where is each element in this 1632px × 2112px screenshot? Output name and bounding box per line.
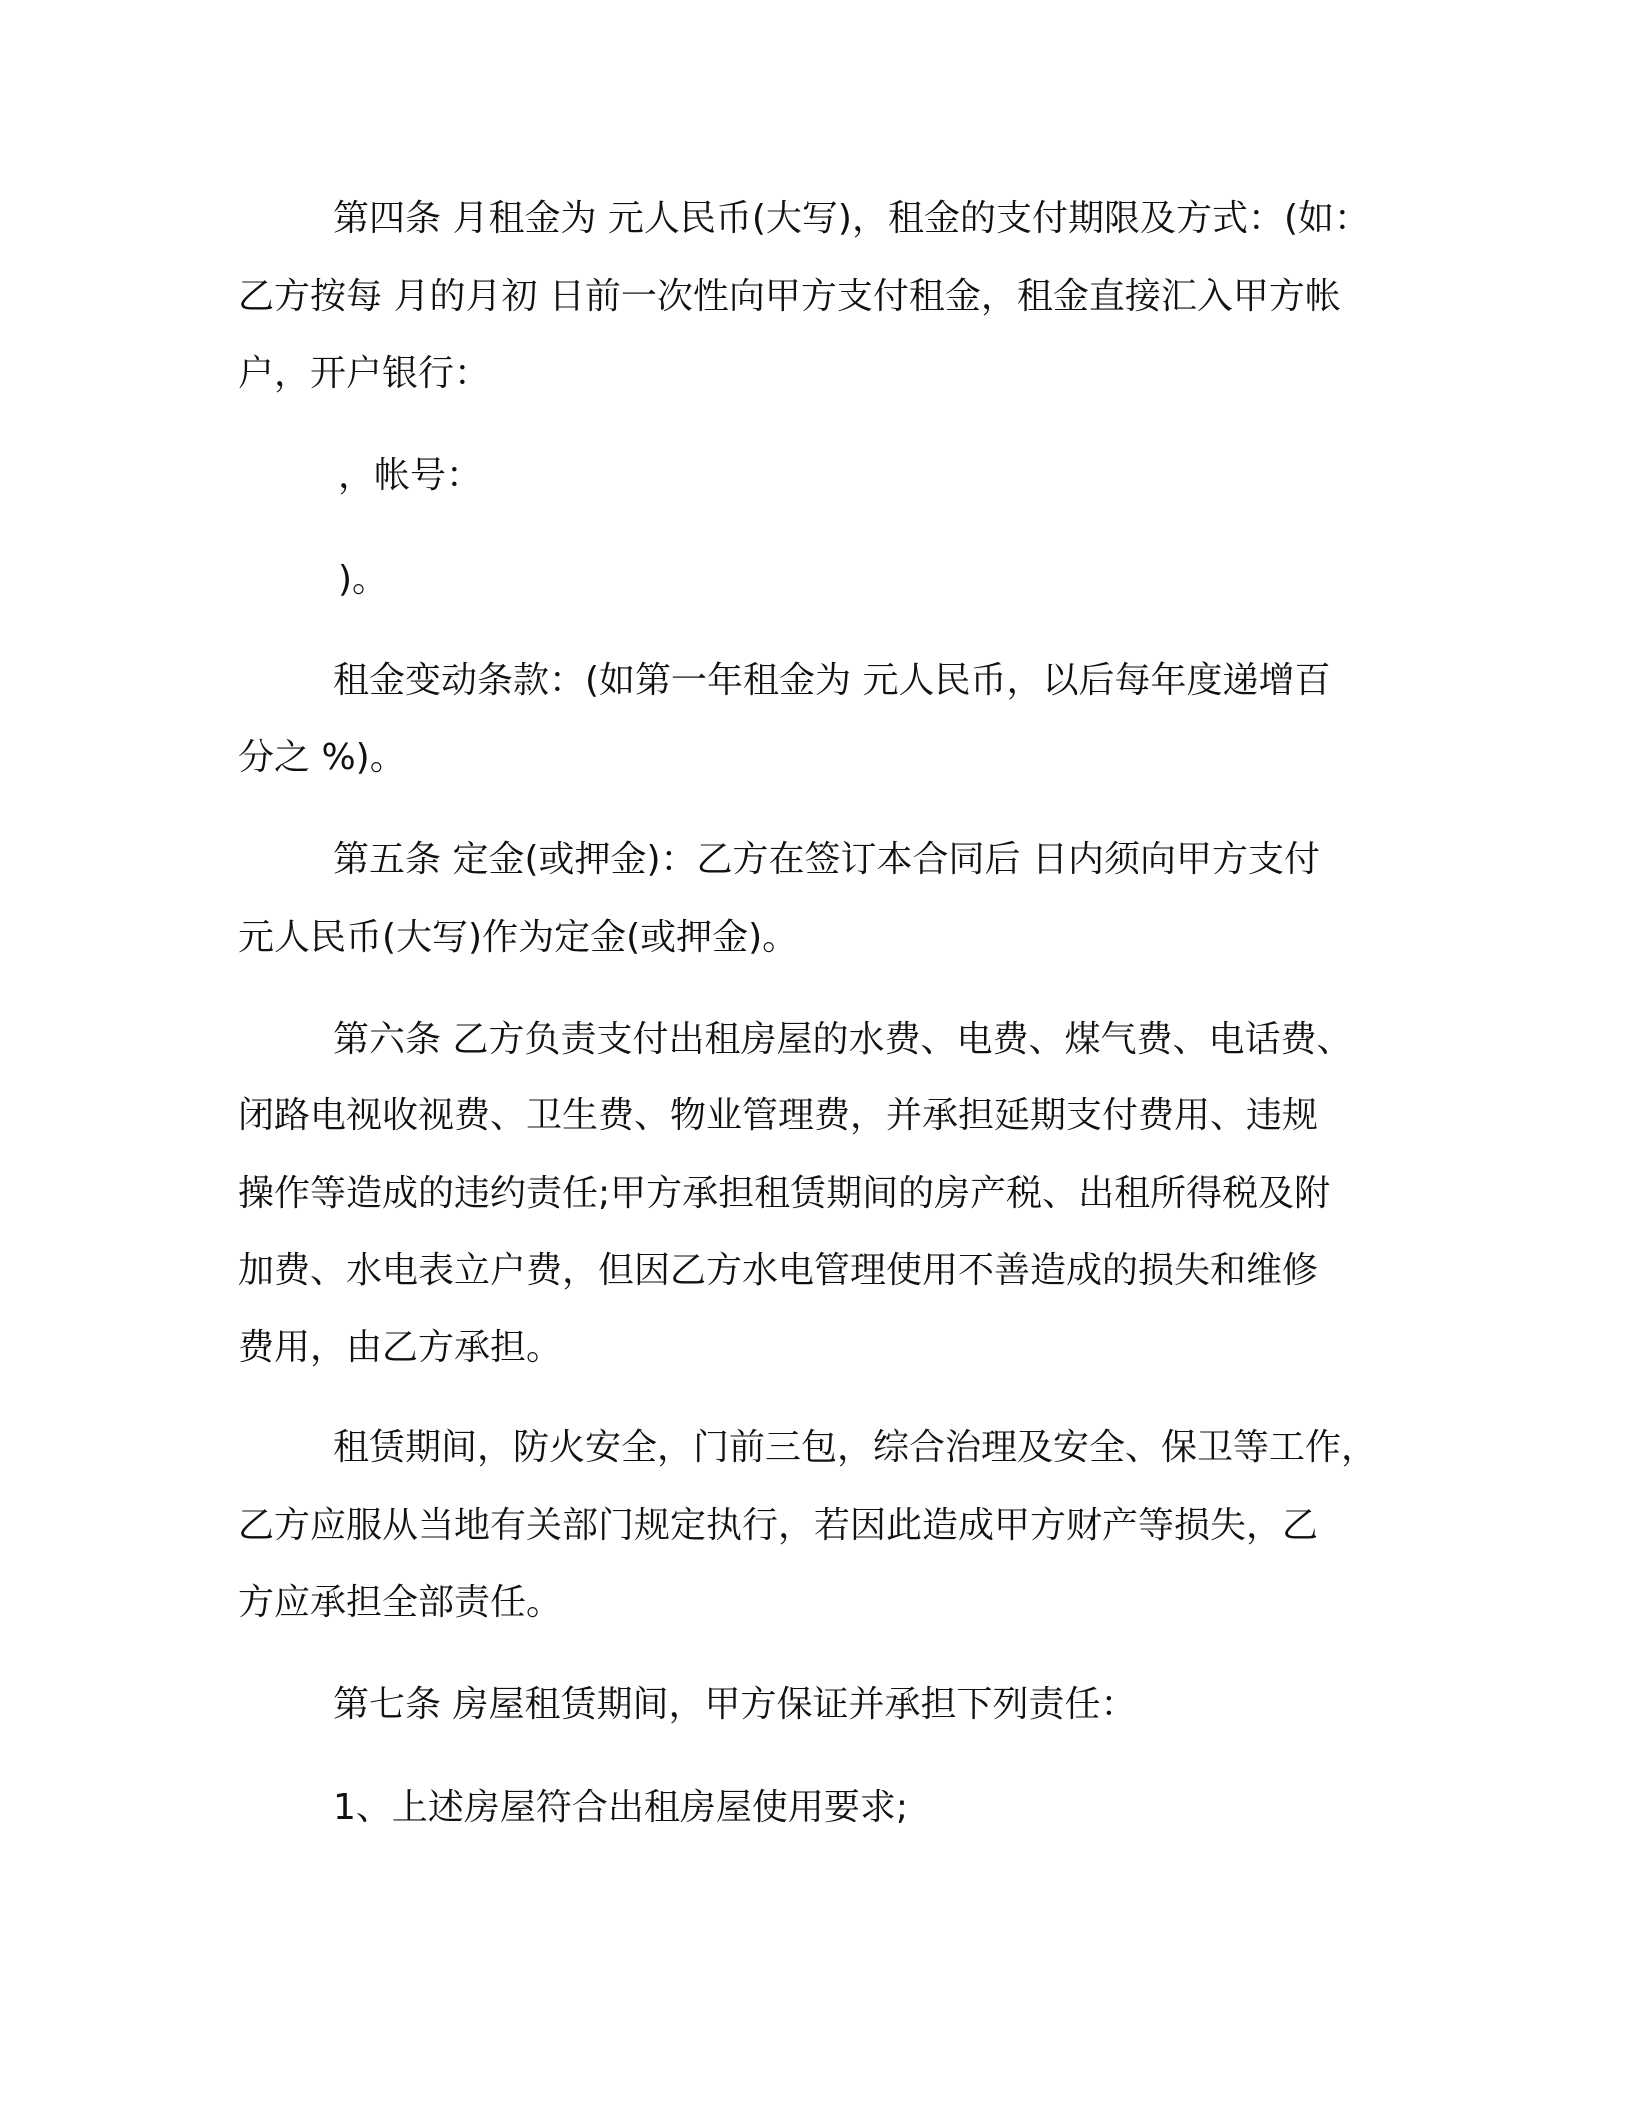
text-line: 第五条 定金(或押金)：乙方在签订本合同后 日内须向甲方支付: [333, 839, 1320, 880]
text-line: 户，开户银行：: [238, 353, 491, 394]
text-line: 第七条 房屋租赁期间，甲方保证并承担下列责任：: [333, 1684, 1137, 1725]
text-line: 第六条 乙方负责支付出租房屋的水费、电费、煤气费、电话费、: [333, 1019, 1353, 1060]
text-line: 租金变动条款：(如第一年租金为 元人民币，以后每年度递增百: [333, 660, 1331, 701]
text-line: 乙方按每 月的月初 日前一次性向甲方支付租金，租金直接汇入甲方帐: [238, 276, 1341, 317]
text-line: )。: [338, 559, 389, 600]
text-line: 操作等造成的违约责任;甲方承担租赁期间的房产税、出租所得税及附: [238, 1173, 1331, 1214]
text-line: 乙方应服从当地有关部门规定执行，若因此造成甲方财产等损失，乙: [238, 1505, 1319, 1546]
text-line: 方应承担全部责任。: [238, 1582, 563, 1623]
text-line: ，帐号：: [338, 455, 483, 496]
text-line: 租赁期间，防火安全，门前三包，综合治理及安全、保卫等工作，: [333, 1427, 1378, 1468]
text-line: 闭路电视收视费、卫生费、物业管理费，并承担延期支付费用、违规: [238, 1095, 1319, 1136]
text-line: 元人民币(大写)作为定金(或押金)。: [238, 917, 799, 958]
text-line: 加费、水电表立户费，但因乙方水电管理使用不善造成的损失和维修: [238, 1250, 1319, 1291]
text-line: 1、上述房屋符合出租房屋使用要求;: [333, 1787, 909, 1828]
text-line: 分之 %)。: [238, 737, 406, 778]
text-line: 第四条 月租金为 元人民币(大写)，租金的支付期限及方式：(如：: [333, 198, 1371, 239]
text-line: 费用，由乙方承担。: [238, 1327, 563, 1368]
